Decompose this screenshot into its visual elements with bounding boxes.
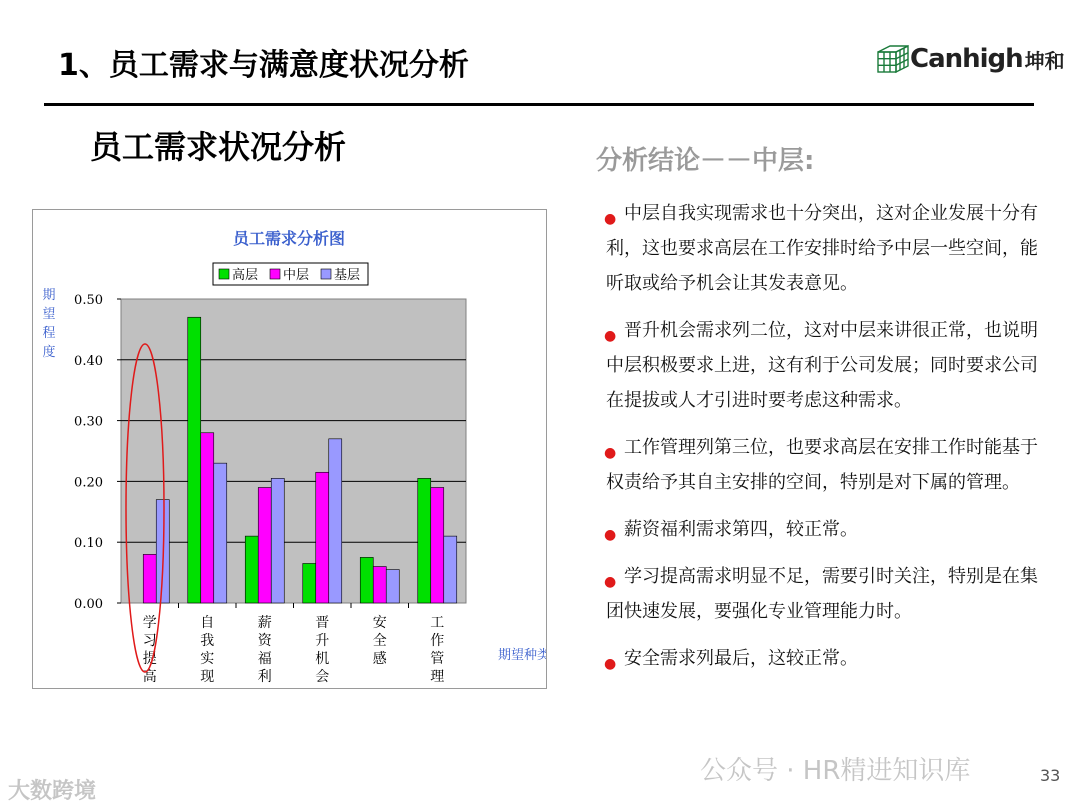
bar-0-2 bbox=[245, 536, 258, 603]
y-tick-label: 0.10 bbox=[74, 536, 103, 552]
demand-bar-chart bbox=[33, 210, 546, 688]
bar-0-1 bbox=[188, 317, 201, 603]
wechat-watermark: 公众号 · HR精进知识库 bbox=[700, 756, 971, 786]
legend-swatch-1 bbox=[219, 269, 229, 279]
logo-cube-icon bbox=[876, 44, 910, 74]
x-tick-label: 薪资福利 bbox=[257, 615, 272, 685]
plot-area bbox=[121, 299, 466, 603]
bullet-dot-icon: ● bbox=[604, 574, 617, 590]
bullet-dot-icon: ● bbox=[604, 445, 617, 461]
bar-1-0 bbox=[143, 554, 156, 603]
y-axis-label-text: 期望程度 bbox=[42, 288, 56, 360]
bullet-dot-icon: ● bbox=[604, 527, 617, 543]
chart-legend bbox=[213, 263, 368, 285]
x-tick-label: 安全感 bbox=[372, 615, 387, 667]
bar-1-3 bbox=[316, 472, 329, 603]
bullet-dot-icon: ● bbox=[604, 656, 617, 672]
bar-1-1 bbox=[201, 433, 214, 603]
bar-2-3 bbox=[329, 439, 342, 603]
list-item: ● 安全需求列最后，这较正常。 bbox=[606, 641, 1046, 676]
legend-swatch-2 bbox=[270, 269, 280, 279]
bar-1-2 bbox=[258, 487, 271, 603]
bar-1-4 bbox=[373, 567, 386, 603]
x-tick-label: 晋升机会 bbox=[315, 615, 330, 685]
logo-chinese: 坤和 bbox=[1024, 48, 1065, 73]
page-number: 33 bbox=[1040, 766, 1061, 785]
y-tick-label: 0.30 bbox=[74, 414, 103, 430]
legend-label-1: 高层 bbox=[232, 268, 259, 283]
section-title: 员工需求状况分析 bbox=[90, 128, 347, 166]
chart-frame bbox=[32, 209, 547, 689]
bar-2-5 bbox=[444, 536, 457, 603]
bar-0-4 bbox=[360, 557, 373, 603]
conclusion-list bbox=[606, 196, 1046, 688]
bar-0-3 bbox=[303, 563, 316, 603]
bullet-dot-icon: ● bbox=[604, 211, 617, 227]
list-item: ● 学习提高需求明显不足，需要引时关注，特别是在集团快速发展，要强化专业管理能力时。 bbox=[604, 566, 1038, 622]
list-item: ● 晋升机会需求列二位，这对中层来讲很正常，也说明中层积极要求上进，这有利于公司发展；同时要求公司在提拔或人才引进时要考虑这种需求。 bbox=[604, 320, 1038, 411]
logo-wordmark: Canhigh bbox=[910, 44, 1023, 74]
list-item: ● 薪资福利需求第四，较正常。 bbox=[606, 512, 1046, 547]
bar-2-4 bbox=[386, 570, 399, 603]
page-header-title: 1、员工需求与满意度状况分析 bbox=[58, 48, 469, 83]
header-divider bbox=[44, 103, 1034, 106]
bar-1-5 bbox=[431, 487, 444, 603]
bar-0-5 bbox=[418, 478, 431, 603]
legend-swatch-3 bbox=[321, 269, 331, 279]
y-axis-label bbox=[42, 288, 55, 360]
conclusion-title: 分析结论－－中层: bbox=[596, 146, 815, 176]
legend-label-3: 基层 bbox=[334, 268, 361, 283]
x-axis-label: 期望种类 bbox=[498, 648, 546, 663]
bar-2-2 bbox=[271, 478, 284, 603]
y-tick-label: 0.20 bbox=[74, 475, 103, 491]
y-tick-label: 0.00 bbox=[74, 597, 103, 612]
y-tick-label: 0.40 bbox=[74, 353, 103, 369]
list-item: ● 工作管理列第三位，也要求高层在安排工作时能基于权责给予其自主安排的空间，特别是对下属的管理。 bbox=[604, 437, 1038, 493]
chart-title: 员工需求分析图 bbox=[232, 229, 346, 248]
brand-watermark: 大数跨境 bbox=[8, 779, 97, 804]
x-tick-label: 工作管理 bbox=[430, 615, 445, 685]
y-tick-label: 0.50 bbox=[74, 293, 103, 308]
bullet-dot-icon: ● bbox=[604, 328, 617, 344]
legend-label-2: 中层 bbox=[283, 268, 310, 283]
company-logo bbox=[876, 44, 1065, 74]
x-tick-label: 学习提高 bbox=[142, 615, 157, 685]
bar-2-1 bbox=[214, 463, 227, 603]
list-item: ● 中层自我实现需求也十分突出，这对企业发展十分有利，这也要求高层在工作安排时给予中层一些空间，能听取或给予机会让其发表意见。 bbox=[604, 203, 1038, 294]
x-tick-label: 自我实现 bbox=[200, 615, 215, 685]
